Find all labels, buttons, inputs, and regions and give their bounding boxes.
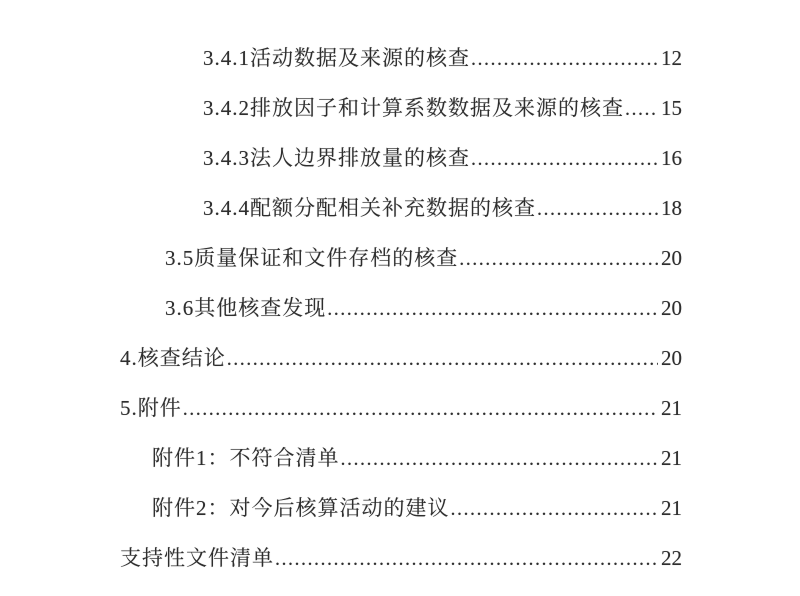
- toc-entry-label: 支持性文件清单: [120, 546, 274, 570]
- toc-row: [120, 96, 682, 121]
- toc-row: [120, 146, 682, 171]
- toc-leader-dots: [274, 547, 658, 571]
- toc-entry-page: 21: [661, 496, 682, 520]
- toc-entry-label: 3.4.4配额分配相关补充数据的核查: [203, 196, 536, 220]
- toc-entry-page: 21: [661, 446, 682, 470]
- toc-row: [120, 396, 682, 421]
- toc-entry-page: 12: [661, 46, 682, 70]
- toc-leader-dots: [182, 397, 658, 421]
- toc-entry-label: 附件2：对今后核算活动的建议: [152, 496, 450, 520]
- toc-entry-page: 18: [661, 196, 682, 220]
- toc-row: [120, 296, 682, 321]
- toc-leader-dots: [470, 47, 658, 71]
- toc-entry-page: 20: [661, 346, 682, 370]
- toc-leader-dots: [624, 97, 658, 121]
- toc-entry-page: 15: [661, 96, 682, 120]
- toc-entry-label: 3.5质量保证和文件存档的核查: [165, 246, 459, 270]
- toc-leader-dots: [536, 197, 658, 221]
- toc-entry-label: 5.附件: [120, 396, 182, 420]
- table-of-contents: [120, 46, 682, 596]
- toc-row: [120, 346, 682, 371]
- toc-entry-page: 22: [661, 546, 682, 570]
- toc-entry-label: 4.核查结论: [120, 346, 226, 370]
- toc-leader-dots: [470, 147, 658, 171]
- toc-leader-dots: [450, 497, 659, 521]
- toc-leader-dots: [326, 297, 658, 321]
- toc-entry-page: 20: [661, 246, 682, 270]
- toc-entry-label: 3.4.3法人边界排放量的核查: [203, 146, 470, 170]
- toc-entry-label: 3.6其他核查发现: [165, 296, 327, 320]
- toc-entry-label: 3.4.2排放因子和计算系数数据及来源的核查: [203, 96, 624, 120]
- toc-leader-dots: [340, 447, 659, 471]
- toc-entry-page: 16: [661, 146, 682, 170]
- toc-row: [120, 546, 682, 571]
- toc-leader-dots: [226, 347, 658, 371]
- toc-entry-label: 附件1：不符合清单: [152, 446, 340, 470]
- toc-leader-dots: [458, 247, 658, 271]
- toc-row: [120, 46, 682, 71]
- toc-entry-label: 3.4.1活动数据及来源的核查: [203, 46, 470, 70]
- toc-row: [120, 446, 682, 471]
- toc-entry-page: 20: [661, 296, 682, 320]
- toc-entry-page: 21: [661, 396, 682, 420]
- toc-row: [120, 496, 682, 521]
- toc-row: [120, 246, 682, 271]
- toc-row: [120, 196, 682, 221]
